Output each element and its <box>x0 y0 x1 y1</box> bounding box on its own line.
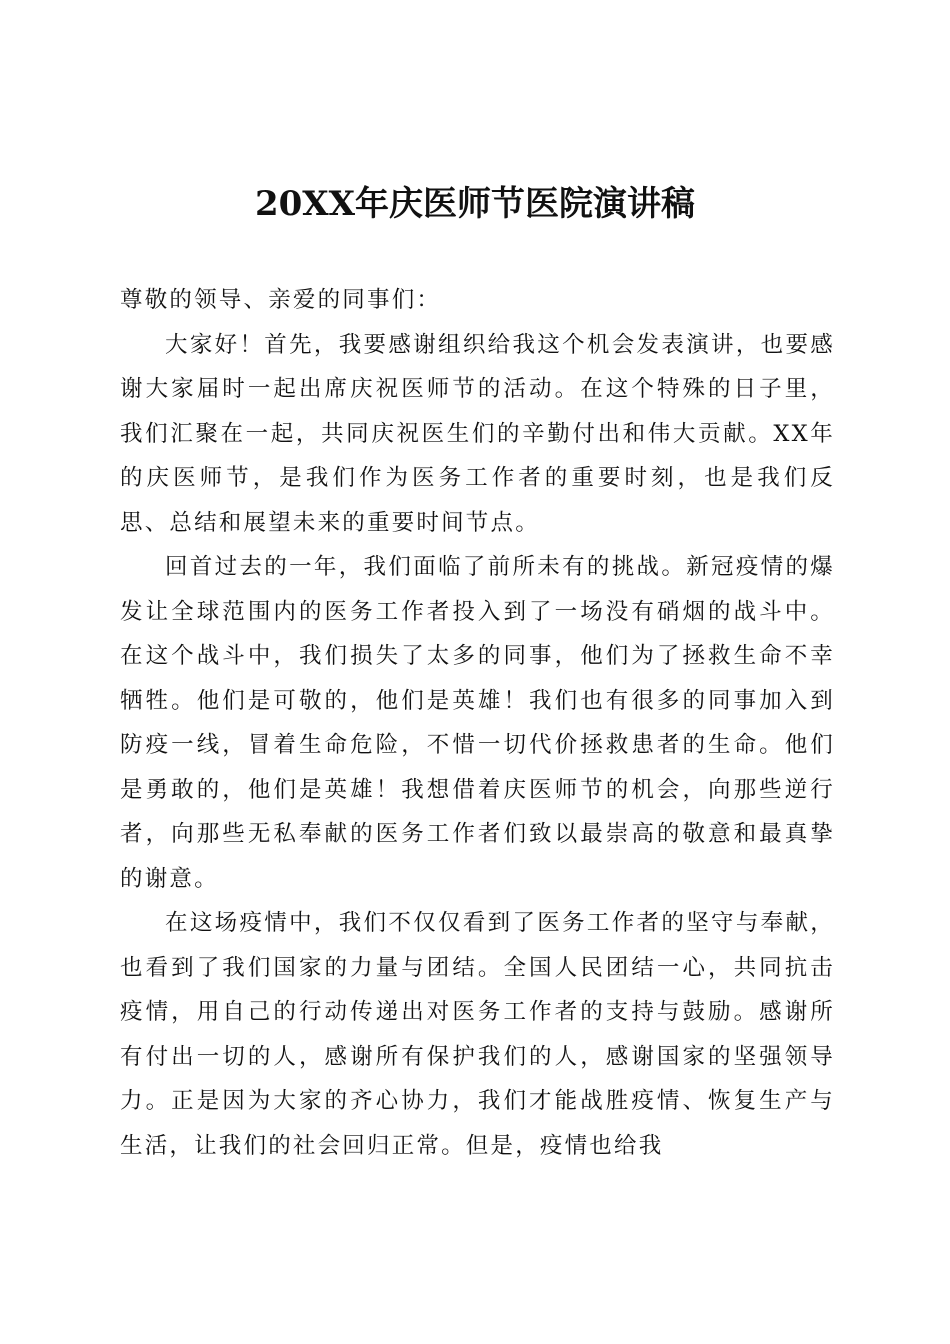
salutation: 尊敬的领导、亲爱的同事们： <box>120 287 442 313</box>
document-body <box>120 278 835 1168</box>
paragraph-2: 回首过去的一年，我们面临了前所未有的挑战。新冠疫情的爆发让全球范围内的医务工作者投入到了一场没有硝烟的战斗中。在这个战斗中，我们损失了太多的同事，他们为了拯救生命不幸牺牲。他们是可敬的，他们是英雄！我们也有很多的同事加入到防疫一线，冒着生命危险，不惜一切代价拯救患者的生命。他们是勇敢的，他们是英雄！我想借着庆医师节的机会，向那些逆行者，向那些无私奉献的医务工作者们致以最崇高的敬意和最真挚的谢意。 <box>120 554 835 892</box>
paragraph-3: 在这场疫情中，我们不仅仅看到了医务工作者的坚守与奉献，也看到了我们国家的力量与团结。全国人民团结一心，共同抗击疫情，用自己的行动传递出对医务工作者的支持与鼓励。感谢所有付出一切的人，感谢所有保护我们的人，感谢国家的坚强领导力。正是因为大家的齐心协力，我们才能战胜疫情、恢复生产与生活，让我们的社会回归正常。但是，疫情也给我 <box>120 910 835 1159</box>
paragraph-1: 大家好！首先，我要感谢组织给我这个机会发表演讲，也要感谢大家届时一起出席庆祝医师节的活动。在这个特殊的日子里，我们汇聚在一起，共同庆祝医生们的辛勤付出和伟大贡献。XX年的庆医师节，是我们作为医务工作者的重要时刻，也是我们反思、总结和展望未来的重要时间节点。 <box>120 331 835 536</box>
document-title: 20XX年庆医师节医院演讲稿 <box>254 184 696 224</box>
